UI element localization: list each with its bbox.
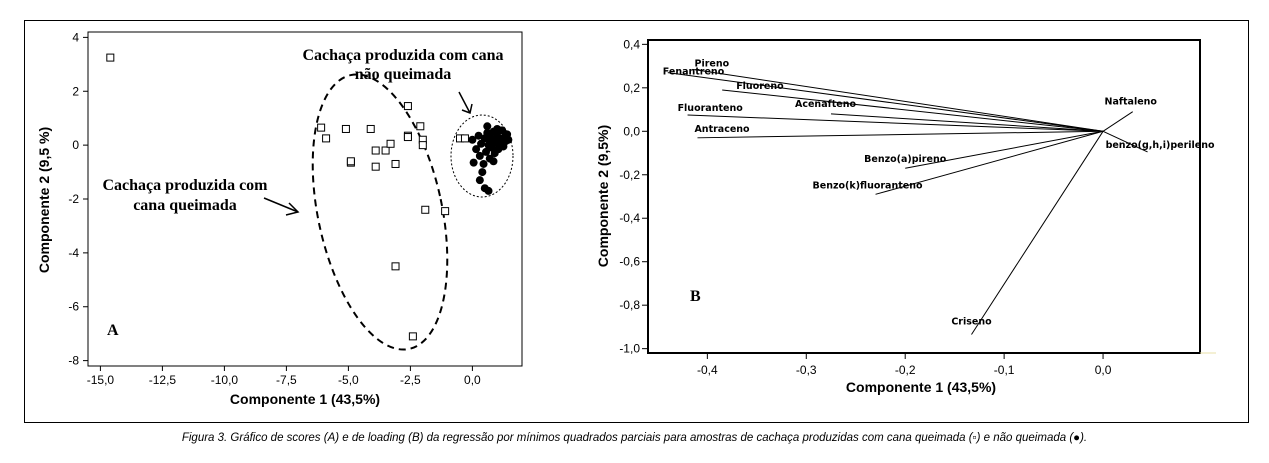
unburned-cane-point — [470, 159, 478, 167]
unburned-cane-point — [485, 187, 493, 195]
panel-b-plot-area — [648, 40, 1200, 353]
loading-label: Fluoranteno — [677, 102, 743, 114]
y-tick-label: 0,4 — [623, 37, 640, 52]
burned-cane-point — [323, 135, 330, 142]
panel-a-label: A — [107, 322, 119, 339]
x-tick-label: -0,4 — [697, 363, 718, 377]
burned-cane-point — [367, 125, 374, 132]
x-tick-label: -15,0 — [86, 373, 115, 387]
burned-cane-point — [404, 134, 411, 141]
y-tick-label: -0,4 — [619, 211, 640, 226]
loading-label: Pireno — [694, 58, 730, 70]
loading-label: Fluoreno — [736, 80, 784, 92]
burned-cane-point — [318, 124, 325, 131]
burned-cane-point — [382, 147, 389, 154]
burned-cane-point — [372, 163, 379, 170]
burned-cane-point — [404, 103, 411, 110]
burned-cane-point — [409, 333, 416, 340]
loading-label: Criseno — [951, 316, 992, 328]
loading-label: Fenantreno — [662, 66, 725, 78]
x-tick-label: -12,5 — [148, 373, 177, 387]
burned-cane-point — [461, 135, 468, 142]
annotation-arrow-burned — [264, 198, 298, 212]
y-tick-label: 2 — [72, 84, 79, 99]
y-tick-label: -8 — [68, 353, 79, 368]
annotation-unburned-line1: Cachaça produzida com cana — [302, 47, 504, 64]
burned-cane-point — [342, 125, 349, 132]
x-tick-label: -5,0 — [338, 373, 359, 387]
figure-caption: Figura 3. Gráfico de scores (A) e de loading (B) da regressão por mínimos quadrados parciais para amostras de cachaça produzidas com cana queimada (▫) e não queimada (●). — [181, 432, 1088, 444]
unburned-cane-point — [503, 130, 511, 138]
unburned-cane-point — [489, 157, 497, 165]
burned-cane-point — [347, 158, 354, 165]
loading-label: benzo(g,h,i)perileno — [1105, 139, 1215, 151]
y-axis-title: Componente 2 (9,5%) — [595, 124, 611, 268]
unburned-cane-point — [491, 137, 499, 145]
loading-vector — [693, 69, 1104, 131]
panel-b-label: B — [690, 288, 701, 305]
x-tick-label: 0,0 — [1094, 363, 1112, 377]
loading-label: Benzo(a)pireno — [864, 154, 947, 166]
y-tick-label: -2 — [68, 192, 79, 206]
unburned-cane-point — [480, 160, 488, 168]
x-tick-label: -0,1 — [993, 363, 1015, 377]
x-tick-label: -10,0 — [210, 373, 239, 387]
annotation-arrow-unburned — [459, 92, 470, 113]
burned-cane-point — [392, 263, 399, 270]
y-axis-title: Componente 2 (9,5 %) — [36, 126, 52, 274]
y-tick-label: 0,0 — [623, 124, 640, 139]
y-tick-label: 0 — [72, 138, 79, 153]
y-tick-label: -6 — [68, 299, 79, 314]
y-tick-label: -0,2 — [619, 167, 640, 182]
burned-cane-point — [107, 54, 114, 61]
x-tick-label: 0,0 — [464, 373, 481, 387]
loading-vector — [722, 90, 1103, 131]
annotation-unburned-line2: não queimada — [354, 66, 452, 83]
loading-label: Naftaleno — [1104, 96, 1157, 108]
loading-label: Acenafteno — [795, 98, 857, 110]
unburned-cane-point — [478, 168, 486, 176]
x-axis-title: Componente 1 (43,5%) — [845, 379, 997, 395]
unburned-cane-point — [476, 176, 484, 184]
y-tick-label: -1,0 — [619, 341, 640, 356]
loading-vector — [697, 131, 1103, 138]
x-axis-title: Componente 1 (43,5%) — [229, 391, 381, 407]
burned-cane-point — [387, 140, 394, 147]
y-tick-label: -4 — [68, 245, 79, 260]
x-tick-label: -7,5 — [276, 373, 297, 387]
unburned-cane-point — [493, 125, 501, 133]
x-tick-label: -0,2 — [894, 363, 916, 377]
annotation-burned-line1: Cachaça produzida com — [102, 177, 268, 194]
x-tick-label: -2,5 — [400, 373, 421, 387]
burned-cane-point — [422, 206, 429, 213]
y-tick-label: -0,8 — [619, 298, 640, 313]
loading-vector — [1103, 112, 1133, 132]
y-tick-label: 0,2 — [623, 80, 640, 95]
loading-label: Benzo(k)fluoranteno — [812, 180, 923, 192]
burned-cane-point — [372, 147, 379, 154]
annotation-burned-line2: cana queimada — [133, 197, 237, 214]
y-tick-label: -0,6 — [619, 254, 640, 269]
unburned-cane-point — [483, 122, 491, 130]
burned-cane-point — [442, 208, 449, 215]
loading-label: Antraceno — [694, 123, 750, 135]
x-tick-label: -0,3 — [795, 363, 817, 377]
burned-cane-point — [419, 142, 426, 149]
burned-cane-point — [392, 160, 399, 167]
burned-cane-point — [417, 123, 424, 130]
panel-b — [595, 37, 1216, 395]
panel-a — [36, 30, 522, 407]
y-tick-label: 4 — [72, 30, 79, 45]
